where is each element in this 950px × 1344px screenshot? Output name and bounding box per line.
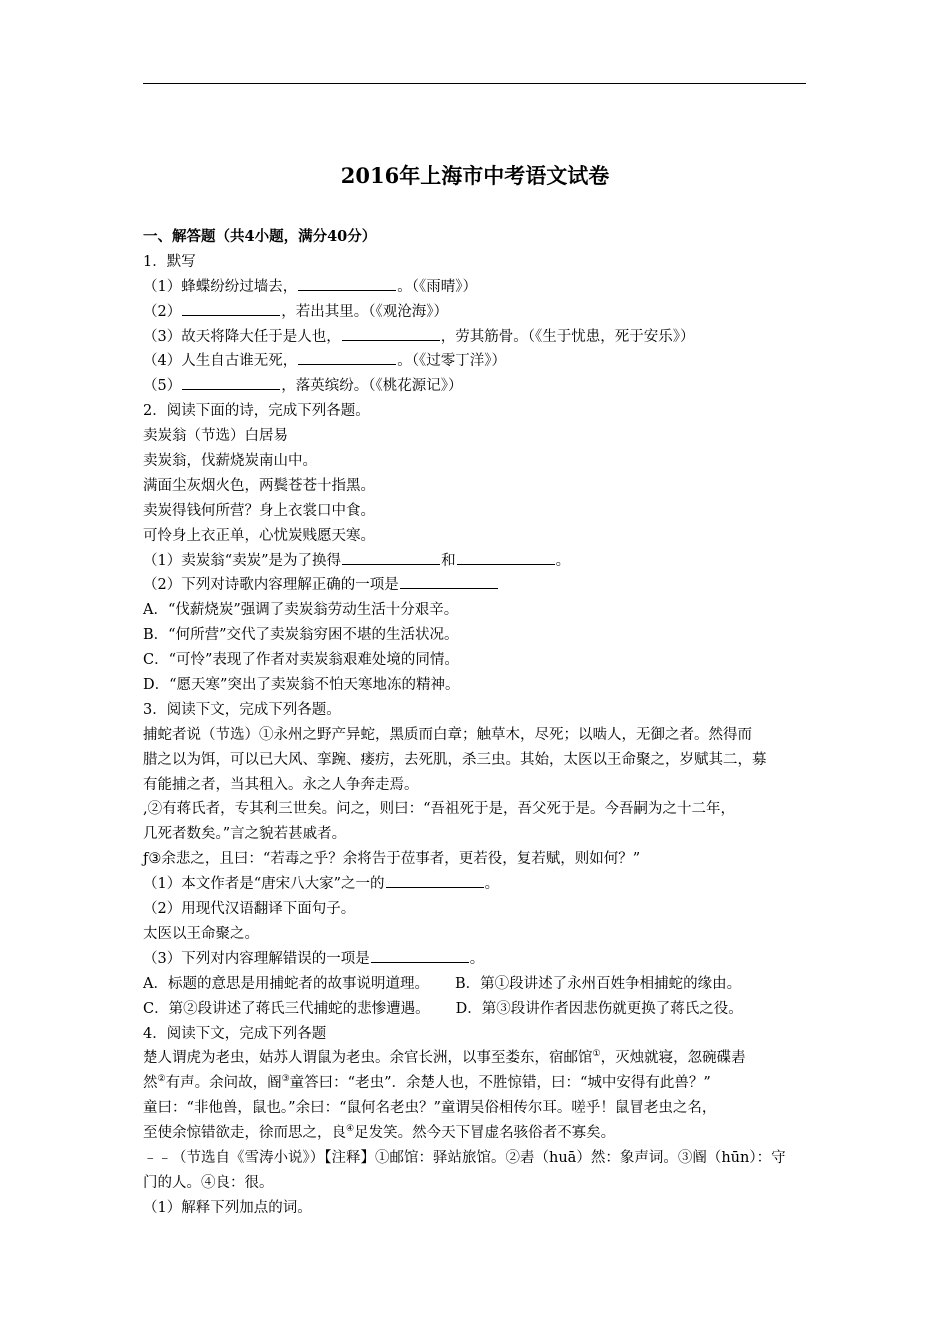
passage-line: 捕蛇者说（节选）①永州之野产异蛇，黑质而白章；触草木，尽死；以啮人，无御之者。然得而 <box>143 726 752 743</box>
q2-sub-1-text: （1）卖炭翁“卖炭”是为了换得 <box>143 552 342 569</box>
q3-option-d: D．第③段讲作者因悲伤就更换了蒋氏之役。 <box>455 1000 743 1017</box>
q1-item-5-text: （5） <box>143 378 182 395</box>
passage-line <box>143 1121 813 1146</box>
answer-blank[interactable] <box>386 873 484 888</box>
passage-text: 楚人谓虎为老虫，姑苏人谓鼠为老虫。余官长洲，以事至娄东，宿邮馆 <box>143 1050 593 1067</box>
q4-sub-1: （1）解释下列加点的词。 <box>143 1199 312 1216</box>
q3-sub-1 <box>143 872 813 897</box>
q1-heading: 1．默写 <box>143 253 196 270</box>
section-heading: 一、解答题（共4小题，满分40分） <box>143 228 377 245</box>
q3-heading: 3．阅读下文，完成下列各题。 <box>143 701 341 718</box>
q1-item-5-source: ，落英缤纷。（《桃花源记》） <box>281 378 463 395</box>
answer-blank[interactable] <box>342 326 440 341</box>
notes-line: 门的人。④良：很。 <box>143 1174 274 1191</box>
q1-item-4 <box>143 349 813 374</box>
footnote-marker: ① <box>592 1049 601 1060</box>
answer-blank[interactable] <box>342 550 440 565</box>
q3-option-b: B．第①段讲述了永州百姓争相捕蛇的缘由。 <box>454 975 742 992</box>
q2-sub-2 <box>143 573 813 598</box>
q1-item-1-text: （1）蜂蝶纷纷过墙去， <box>143 278 298 295</box>
q1-item-4-text: （4）人生自古谁无死， <box>143 353 298 370</box>
q1-item-2 <box>143 300 813 325</box>
answer-blank[interactable] <box>182 375 280 390</box>
q3-sub-1-end: 。 <box>484 876 500 893</box>
passage-line: ƒ③余悲之，且曰：“若毒之乎？余将告于莅事者，更若役，复若赋，则如何？” <box>143 851 641 868</box>
passage-line: 几死者数矣。”言之貌若甚戚者。 <box>143 826 347 843</box>
q1-item-2-source: ，若出其里。（《观沧海》） <box>281 303 448 320</box>
q2-option-c: C．“可怜”表现了作者对卖炭翁艰难处境的同情。 <box>143 652 459 669</box>
q2-heading: 2．阅读下面的诗，完成下列各题。 <box>143 403 370 420</box>
footnote-marker: ② <box>157 1074 166 1085</box>
q1-item-1-source: 。（《雨晴》） <box>397 278 477 295</box>
notes-line: ﹣﹣（节选自《雪涛小说》）【注释】①邮馆：驿站旅馆。②砉（huā）然：象声词。③阍（hūn）：守 <box>143 1149 786 1166</box>
answer-blank[interactable] <box>182 301 280 316</box>
answer-blank[interactable] <box>371 948 469 963</box>
q2-sub-2-text: （2）下列对诗歌内容理解正确的一项是 <box>143 577 399 594</box>
passage-line: 有能捕之者，当其租入。永之人争奔走焉。 <box>143 776 419 793</box>
footnote-marker: ④ <box>346 1124 355 1135</box>
header-rule <box>143 83 806 84</box>
q1-item-4-source: 。（《过零丁洋》） <box>397 353 506 370</box>
passage-line: ,②有蒋氏者，专其利三世矣。问之，则曰：“吾祖死于是，吾父死于是。今吾嗣为之十二年， <box>143 801 736 818</box>
q1-item-2-text: （2） <box>143 303 182 320</box>
answer-blank[interactable] <box>298 276 396 291</box>
page-title: 2016年上海市中考语文试卷 <box>340 163 610 188</box>
q1-item-1 <box>143 275 813 300</box>
passage-text: 然 <box>143 1075 158 1092</box>
passage-text: 有声。余问故，阍 <box>165 1075 282 1092</box>
q3-sub-3-end: 。 <box>469 950 485 967</box>
q2-sub-1-and: 和 <box>441 552 456 569</box>
q3-sub-2: （2）用现代汉语翻译下面句子。 <box>143 901 356 918</box>
poem-line: 卖炭得钱何所营？身上衣裳口中食。 <box>143 502 375 519</box>
q3-options-row-1 <box>143 972 813 997</box>
exam-body <box>143 225 813 1221</box>
q1-item-3 <box>143 325 813 350</box>
q3-sub-2-sentence: 太医以王命聚之。 <box>143 925 259 942</box>
q1-item-5 <box>143 374 813 399</box>
answer-blank[interactable] <box>400 574 498 589</box>
passage-line: 腊之以为饵，可以已大风、挛踠、瘘疠，去死肌，杀三虫。其始，太医以王命聚之，岁赋其二，募 <box>143 751 767 768</box>
passage-text: 童答曰：“老虫”．余楚人也，不胜惊错，曰：“城中安得有此兽？” <box>289 1075 711 1092</box>
passage-text: 足发笑。然今天下冒虚名骇俗者不寡矣。 <box>354 1125 616 1142</box>
poem-line: 可怜身上衣正单，心忧炭贱愿天寒。 <box>143 527 375 544</box>
footnote-marker: ③ <box>281 1074 290 1085</box>
q2-option-b: B．“何所营”交代了卖炭翁穷困不堪的生活状况。 <box>143 627 459 644</box>
answer-blank[interactable] <box>298 350 396 365</box>
poem-line: 卖炭翁，伐薪烧炭南山中。 <box>143 453 317 470</box>
q3-sub-3 <box>143 947 813 972</box>
answer-blank[interactable] <box>457 550 555 565</box>
poem-line: 满面尘灰烟火色，两鬓苍苍十指黑。 <box>143 477 375 494</box>
q2-sub-1 <box>143 549 813 574</box>
q3-options-row-2 <box>143 997 813 1022</box>
passage-line: 童曰：“非他兽，鼠也。”余曰：“鼠何名老虫？”童谓吴俗相传尔耳。嗟乎！鼠冒老虫之名， <box>143 1100 717 1117</box>
q1-item-3-source: ，劳其筋骨。（《生于忧患，死于安乐》） <box>440 328 695 345</box>
q1-item-3-text: （3）故天将降大任于是人也， <box>143 328 341 345</box>
q3-sub-3-text: （3）下列对内容理解错误的一项是 <box>143 950 370 967</box>
q3-option-c: C．第②段讲述了蒋氏三代捕蛇的悲惨遭遇。 <box>143 1000 430 1017</box>
passage-text: 至使余惊错欲走，徐而思之，良 <box>143 1125 346 1142</box>
q4-heading: 4．阅读下文，完成下列各题 <box>143 1025 327 1042</box>
q2-option-a: A．“伐薪烧炭”强调了卖炭翁劳动生活十分艰辛。 <box>143 602 459 619</box>
poem-title: 卖炭翁（节选）白居易 <box>143 428 288 445</box>
q3-option-a: A．标题的意思是用捕蛇者的故事说明道理。 <box>143 975 429 992</box>
q2-sub-1-end: 。 <box>555 552 571 569</box>
q3-sub-1-text: （1）本文作者是“唐宋八大家”之一的 <box>143 876 385 893</box>
q2-option-d: D．“愿天寒”突出了卖炭翁不怕天寒地冻的精神。 <box>143 677 460 694</box>
passage-line <box>143 1046 813 1071</box>
passage-line <box>143 1071 813 1096</box>
passage-text: ，灭烛就寝，忽碗碟砉 <box>600 1050 746 1067</box>
